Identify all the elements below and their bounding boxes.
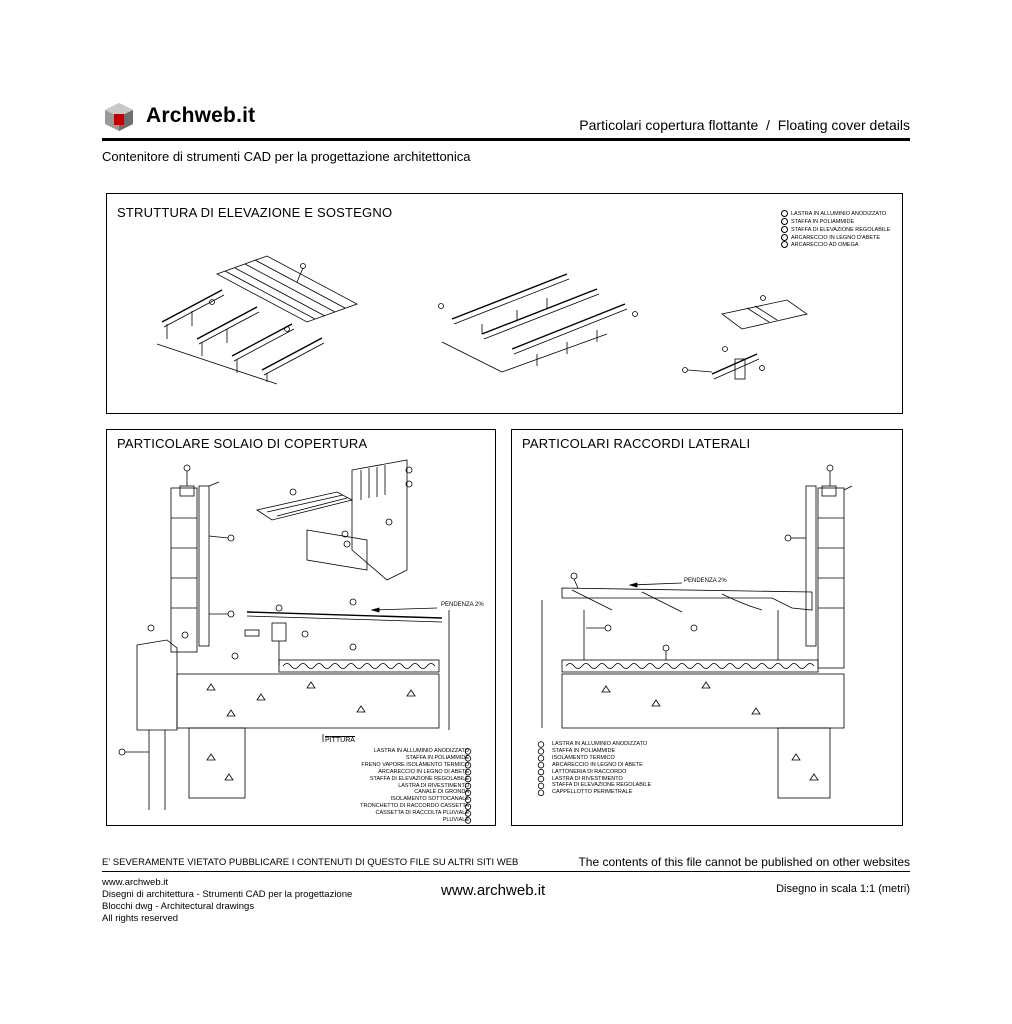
legend-item: ISOLAMENTO TERMICO [552, 754, 615, 761]
legend-item: STAFFA IN POLIAMMIDE [405, 754, 469, 761]
legend-item: ARCARECCIO IN LEGNO DI ABETE [378, 768, 469, 775]
side-insulation [562, 645, 818, 672]
footer-rule [102, 871, 910, 872]
legend-item: ARCARECCIO IN LEGNO D'ABETE [781, 234, 890, 242]
legend-number-icons [536, 741, 546, 801]
insulation-layer [279, 660, 439, 672]
legend [552, 741, 651, 796]
warning-italian: E' SEVERAMENTE VIETATO PUBBLICARE I CONTENUTI DI QUESTO FILE SU ALTRI SITI WEB [102, 857, 519, 868]
legend-item: CASSETTA DI RACCOLTA PLUVIALE [375, 810, 469, 817]
legend-item: STAFFA DI ELEVAZIONE REGOLABILE [781, 226, 890, 234]
drawing-title: Particolari copertura flottante / Floating cover details [579, 117, 910, 133]
subtitle: Contenitore di strumenti CAD per la progettazione architettonica [102, 149, 471, 164]
legend-item: STAFFA DI ELEVAZIONE REGOLABILE [552, 782, 652, 789]
panel-title: PARTICOLARI RACCORDI LATERALI [522, 436, 751, 451]
side-wall [785, 465, 852, 668]
side-floating-panel [562, 573, 812, 660]
parapet-wall [171, 465, 234, 652]
legend-item: STAFFA DI ELEVAZIONE REGOLABILE [369, 775, 469, 782]
panel-structure [106, 193, 903, 414]
footer-info [102, 877, 352, 925]
legend-item: FRENO VAPORE ISOLAMENTO TERMICO [361, 761, 469, 768]
panel-side-details [511, 429, 903, 826]
slope-label: PENDENZA 2% [441, 602, 484, 608]
footer-site-big[interactable]: www.archweb.it [441, 882, 546, 899]
footer-line: Blocchi dwg - Architectural drawings [102, 901, 255, 912]
legend-item: TRONCHETTO DI RACCORDO CASSETTA [360, 803, 469, 810]
legend-item: LASTRA DI RIVESTIMENTO [552, 775, 623, 782]
paint-label: PITTURA [325, 737, 355, 744]
legend-item: CAPPELLOTTO PERIMETRALE [552, 789, 633, 796]
legend-number-icons [463, 748, 473, 826]
legend-item: ISOLAMENTO SOTTOCANALE [390, 796, 469, 803]
legend-item: PLUVIALE [442, 817, 469, 824]
legend-item: STAFFA IN POLIAMMIDE [781, 218, 890, 226]
panel-roof-detail [106, 429, 496, 826]
legend [360, 748, 469, 824]
legend-item: LASTRA IN ALLUMINIO ANODIZZATO [781, 210, 890, 218]
warning-english: The contents of this file cannot be published on other websites [578, 855, 910, 869]
isometric-inset [257, 460, 412, 580]
legend-item: CANALE DI GRONDA [414, 789, 469, 796]
isometric-drawing-a [157, 256, 357, 384]
legend-item: LASTRA IN ALLUMINIO ANODIZZATO [552, 741, 648, 747]
legend-item: LASTRA DI RIVESTIMENTO [398, 782, 469, 789]
scale-label: Disegno in scala 1:1 (metri) [776, 883, 910, 895]
gutter-pipe [119, 625, 238, 810]
legend-item: LASTRA IN ALLUMINIO ANODIZZATO [373, 748, 469, 754]
logo-text[interactable]: Archweb.it [146, 104, 256, 127]
logo-cube-icon [104, 102, 134, 132]
footer-site-link[interactable]: www.archweb.it [102, 877, 168, 888]
slope-label: PENDENZA 2% [684, 578, 727, 584]
footer-line: All rights reserved [102, 913, 179, 924]
footer-line: Disegni di architettura - Strumenti CAD per la progettazione [102, 889, 353, 900]
panel-title: PARTICOLARE SOLAIO DI COPERTURA [117, 436, 368, 451]
legend-item: ARCARECCIO IN LEGNO DI ABETE [552, 761, 643, 768]
isometric-drawing-b [439, 274, 638, 372]
structure-drawing [107, 194, 904, 415]
legend-item: ARCARECCIO AD OMEGA [781, 241, 890, 249]
floating-panel [245, 599, 442, 666]
header-rule [102, 138, 910, 141]
legend-item: LATTONERIA DI RACCORDO [552, 768, 627, 775]
legend-item: STAFFA IN POLIAMMIDE [552, 747, 616, 754]
isometric-drawing-c [683, 296, 808, 380]
panel-title: STRUTTURA DI ELEVAZIONE E SOSTEGNO [117, 205, 393, 220]
